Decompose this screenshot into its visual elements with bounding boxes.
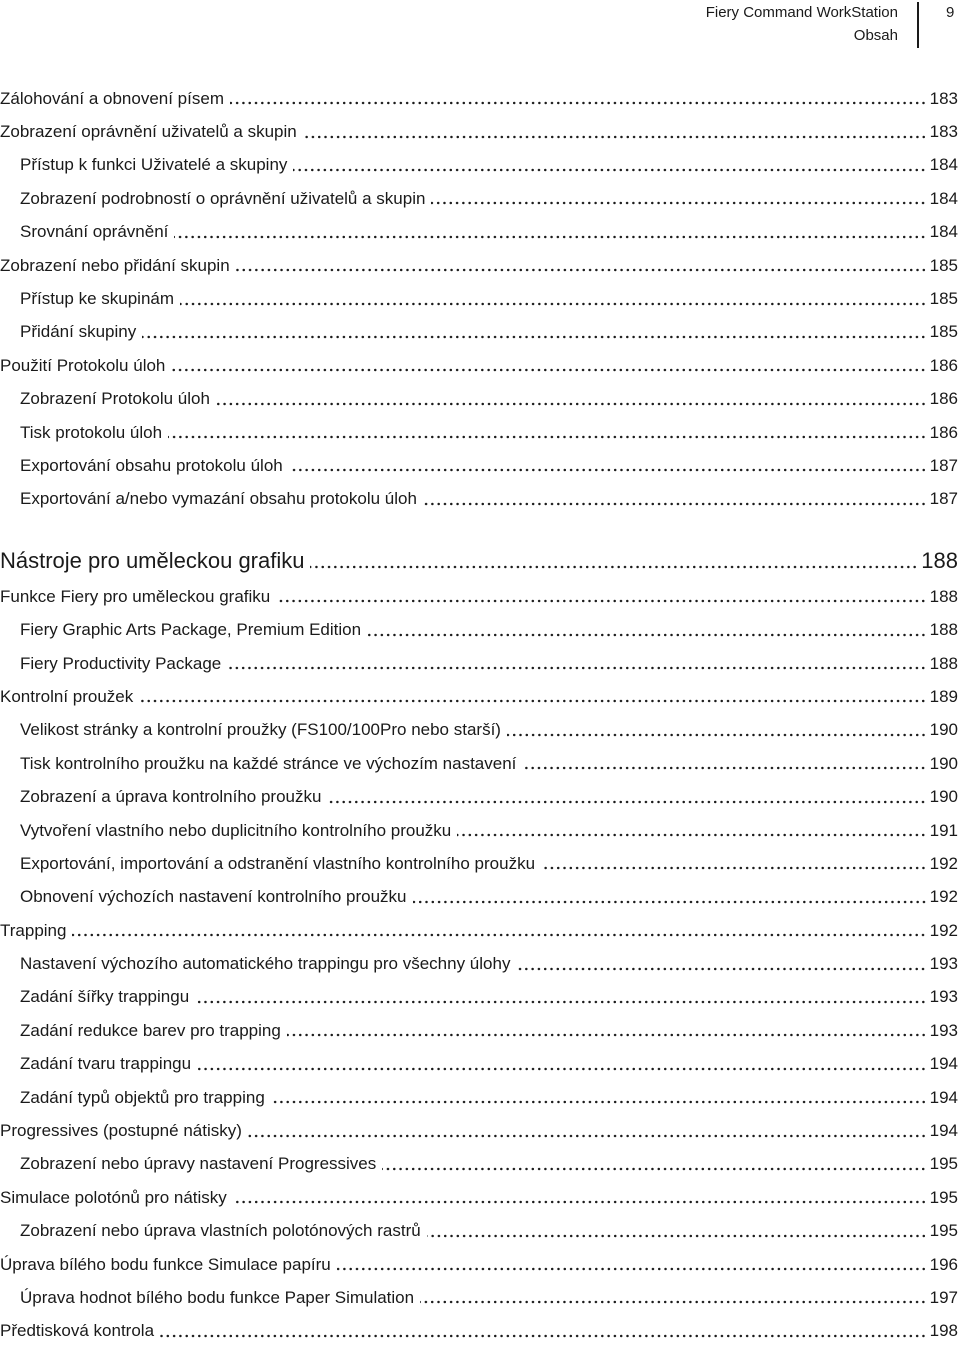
toc-entry-page[interactable]: 185 — [929, 322, 958, 342]
toc-entry[interactable] — [0, 82, 958, 115]
toc-entry[interactable] — [0, 847, 958, 880]
toc-entry-page[interactable]: 184 — [929, 222, 958, 242]
toc-entry-title[interactable]: Srovnání oprávnění — [20, 222, 169, 242]
toc-entry-title[interactable]: Exportování a/nebo vymazání obsahu protokolu úloh — [20, 489, 417, 509]
toc-entry-page[interactable]: 188 — [929, 586, 958, 606]
dot-leader — [180, 302, 927, 306]
dot-leader — [271, 1100, 927, 1104]
toc-entry-title[interactable]: Exportování obsahu protokolu úloh — [20, 455, 283, 475]
dot-leader — [522, 766, 926, 770]
toc-entry[interactable] — [0, 1248, 958, 1281]
toc-entry-title[interactable]: Úprava hodnot bílého bodu funkce Paper Simulation — [20, 1287, 415, 1307]
dot-leader — [457, 833, 926, 837]
toc-entry[interactable] — [0, 449, 958, 482]
toc-entry-title[interactable]: Vytvoření vlastního nebo duplicitního kontrolního proužku — [20, 820, 452, 840]
toc-entry[interactable] — [0, 947, 958, 980]
dot-leader — [287, 1033, 927, 1037]
dot-leader — [276, 599, 926, 603]
dot-leader — [195, 1000, 926, 1004]
toc-entry[interactable] — [0, 483, 958, 516]
toc-entry[interactable] — [0, 1315, 958, 1348]
dot-leader — [289, 468, 927, 472]
toc-entry-page[interactable]: 195 — [929, 1154, 958, 1174]
toc-entry-title[interactable]: Předtisková kontrola — [0, 1321, 155, 1341]
dot-leader — [431, 201, 926, 205]
toc-entry-page[interactable]: 192 — [929, 920, 958, 940]
toc-entry-page[interactable]: 194 — [929, 1054, 958, 1074]
toc-entry[interactable] — [0, 149, 958, 182]
toc-entry-title[interactable]: Kontrolní proužek — [0, 686, 134, 706]
toc-entry-page[interactable]: 194 — [929, 1087, 958, 1107]
toc-entry-page[interactable]: 186 — [929, 355, 958, 375]
toc-entry[interactable] — [0, 1014, 958, 1047]
dot-leader — [423, 502, 927, 506]
toc-entry-page[interactable]: 191 — [929, 820, 958, 840]
toc-entry[interactable] — [0, 216, 958, 249]
toc-entry[interactable] — [0, 115, 958, 148]
toc-entry-title[interactable]: Nastavení výchozího automatického trappingu pro všechny úlohy — [20, 954, 511, 974]
dot-leader — [171, 368, 926, 372]
toc-entry-title[interactable]: Přístup ke skupinám — [20, 289, 175, 309]
toc-entry-title[interactable]: Zobrazení nebo úprava vlastních polotónových rastrů — [20, 1221, 421, 1241]
dot-leader — [413, 900, 927, 904]
toc-entry[interactable] — [0, 647, 958, 680]
toc-entry[interactable] — [0, 249, 958, 282]
toc-entry-page[interactable]: 186 — [929, 422, 958, 442]
dot-leader — [230, 101, 927, 105]
toc-entry-title[interactable]: Fiery Productivity Package — [20, 653, 222, 673]
dot-leader — [160, 1334, 927, 1338]
toc-entry[interactable] — [0, 383, 958, 416]
toc-entry-title[interactable]: Nástroje pro uměleckou grafiku — [0, 548, 305, 574]
toc-entry[interactable] — [0, 613, 958, 646]
dot-leader — [541, 866, 927, 870]
toc-entry[interactable] — [0, 981, 958, 1014]
toc-entry-page[interactable]: 194 — [929, 1121, 958, 1141]
dot-leader — [236, 268, 927, 272]
toc-entry-title[interactable]: Přístup k funkci Uživatelé a skupiny — [20, 155, 288, 175]
toc-entry-page[interactable]: 193 — [929, 1020, 958, 1040]
toc-entry-title[interactable]: Zobrazení podrobností o oprávnění uživatelů a skupin — [20, 188, 426, 208]
toc-entry[interactable] — [0, 1114, 958, 1147]
toc-entry-title[interactable]: Zadání šířky trappingu — [20, 987, 190, 1007]
toc-entry[interactable] — [0, 1148, 958, 1181]
dot-leader — [142, 335, 926, 339]
toc-entry[interactable] — [0, 580, 958, 613]
toc-entry-title[interactable]: Zálohování a obnovení písem — [0, 88, 224, 108]
toc-entry[interactable] — [0, 780, 958, 813]
toc-entry-page[interactable]: 183 — [929, 122, 958, 142]
toc-entry-title[interactable]: Zobrazení nebo úpravy nastavení Progressives — [20, 1154, 377, 1174]
toc-entry-page[interactable]: 188 — [929, 620, 958, 640]
toc-entry-page[interactable]: 197 — [929, 1287, 958, 1307]
toc-entry-title[interactable]: Tisk protokolu úloh — [20, 422, 163, 442]
toc-entry-page[interactable]: 192 — [929, 887, 958, 907]
dot-leader — [382, 1167, 926, 1171]
toc-entry-page[interactable]: 188 — [929, 653, 958, 673]
toc-entry[interactable] — [0, 1215, 958, 1248]
toc-entry[interactable] — [0, 316, 958, 349]
toc-entry-page[interactable]: 196 — [929, 1254, 958, 1274]
toc-entry-title[interactable]: Simulace polotónů pro nátisky — [0, 1187, 227, 1207]
toc-entry-title[interactable]: Zobrazení a úprava kontrolního proužku — [20, 787, 322, 807]
dot-leader — [233, 1200, 927, 1204]
dot-leader — [303, 135, 927, 139]
table-of-contents — [0, 82, 958, 1348]
toc-entry-page[interactable]: 192 — [929, 853, 958, 873]
toc-entry-page[interactable]: 193 — [929, 987, 958, 1007]
toc-entry[interactable] — [0, 1181, 958, 1214]
toc-entry[interactable] — [0, 542, 958, 580]
toc-entry[interactable] — [0, 747, 958, 780]
dot-leader — [216, 402, 927, 406]
product-name: Fiery Command WorkStation — [705, 4, 898, 21]
toc-entry-page[interactable]: 188 — [921, 548, 958, 574]
dot-leader — [174, 235, 926, 239]
dot-leader — [168, 435, 927, 439]
toc-entry-title[interactable]: Trapping — [0, 920, 67, 940]
dot-leader — [197, 1067, 927, 1071]
toc-entry-title[interactable]: Progressives (postupné nátisky) — [0, 1121, 242, 1141]
toc-entry-title[interactable]: Použití Protokolu úloh — [0, 355, 166, 375]
toc-entry-title[interactable]: Zadání redukce barev pro trapping — [20, 1020, 281, 1040]
toc-entry-title[interactable]: Tisk kontrolního proužku na každé stránce ve výchozím nastavení — [20, 753, 517, 773]
toc-entry-title[interactable]: Fiery Graphic Arts Package, Premium Edition — [20, 620, 362, 640]
toc-entry-title[interactable]: Obnovení výchozích nastavení kontrolního proužku — [20, 887, 407, 907]
dot-leader — [367, 633, 927, 637]
dot-leader — [337, 1267, 927, 1271]
dot-leader — [516, 967, 926, 971]
toc-entry-page[interactable]: 183 — [929, 88, 958, 108]
dot-leader — [72, 933, 926, 937]
toc-entry-page[interactable]: 195 — [929, 1221, 958, 1241]
toc-entry-title[interactable]: Zobrazení nebo přidání skupin — [0, 255, 230, 275]
toc-entry-page[interactable]: 184 — [929, 155, 958, 175]
toc-entry-page[interactable]: 186 — [929, 389, 958, 409]
toc-entry-page[interactable]: 185 — [929, 289, 958, 309]
toc-entry[interactable] — [0, 1081, 958, 1114]
toc-entry[interactable] — [0, 416, 958, 449]
dot-leader — [507, 733, 927, 737]
toc-entry-title[interactable]: Přidání skupiny — [20, 322, 137, 342]
dot-leader — [293, 168, 926, 172]
toc-entry-title[interactable]: Zadání typů objektů pro trapping — [20, 1087, 265, 1107]
toc-entry-title[interactable]: Exportování, importování a odstranění vlastního kontrolního proužku — [20, 853, 536, 873]
dot-leader — [310, 565, 918, 569]
toc-entry-page[interactable]: 185 — [929, 255, 958, 275]
toc-entry[interactable] — [0, 1048, 958, 1081]
toc-entry[interactable] — [0, 914, 958, 947]
dot-leader — [327, 800, 926, 804]
toc-entry-title[interactable]: Velikost stránky a kontrolní proužky (FS100/100Pro nebo starší) — [20, 720, 501, 740]
dot-leader — [420, 1300, 927, 1304]
toc-entry-page[interactable]: 193 — [929, 954, 958, 974]
toc-entry-title[interactable]: Úprava bílého bodu funkce Simulace papíru — [0, 1254, 331, 1274]
dot-leader — [248, 1134, 927, 1138]
page-header — [0, 0, 960, 60]
toc-entry[interactable] — [0, 881, 958, 914]
toc-entry-page[interactable]: 190 — [929, 753, 958, 773]
toc-entry-title[interactable]: Funkce Fiery pro uměleckou grafiku — [0, 586, 271, 606]
section-name: Obsah — [853, 27, 898, 44]
toc-entry[interactable] — [0, 282, 958, 315]
page-number: 9 — [946, 4, 955, 21]
toc-entry-page[interactable]: 187 — [929, 489, 958, 509]
toc-entry-page[interactable]: 187 — [929, 455, 958, 475]
toc-entry-page[interactable]: 190 — [929, 720, 958, 740]
toc-entry-page[interactable]: 195 — [929, 1187, 958, 1207]
header-divider — [917, 2, 919, 48]
toc-entry-page[interactable]: 198 — [929, 1321, 958, 1341]
dot-leader — [427, 1234, 927, 1238]
toc-entry[interactable] — [0, 714, 958, 747]
toc-entry[interactable] — [0, 1281, 958, 1314]
toc-entry[interactable] — [0, 680, 958, 713]
toc-entry[interactable] — [0, 182, 958, 215]
toc-entry-page[interactable]: 190 — [929, 787, 958, 807]
dot-leader — [139, 699, 926, 703]
toc-entry-page[interactable]: 189 — [929, 686, 958, 706]
toc-entry-title[interactable]: Zobrazení oprávnění uživatelů a skupin — [0, 122, 297, 142]
toc-entry-title[interactable]: Zadání tvaru trappingu — [20, 1054, 192, 1074]
dot-leader — [227, 666, 926, 670]
toc-entry[interactable] — [0, 349, 958, 382]
toc-entry[interactable] — [0, 814, 958, 847]
toc-entry-page[interactable]: 184 — [929, 188, 958, 208]
toc-entry-title[interactable]: Zobrazení Protokolu úloh — [20, 389, 210, 409]
